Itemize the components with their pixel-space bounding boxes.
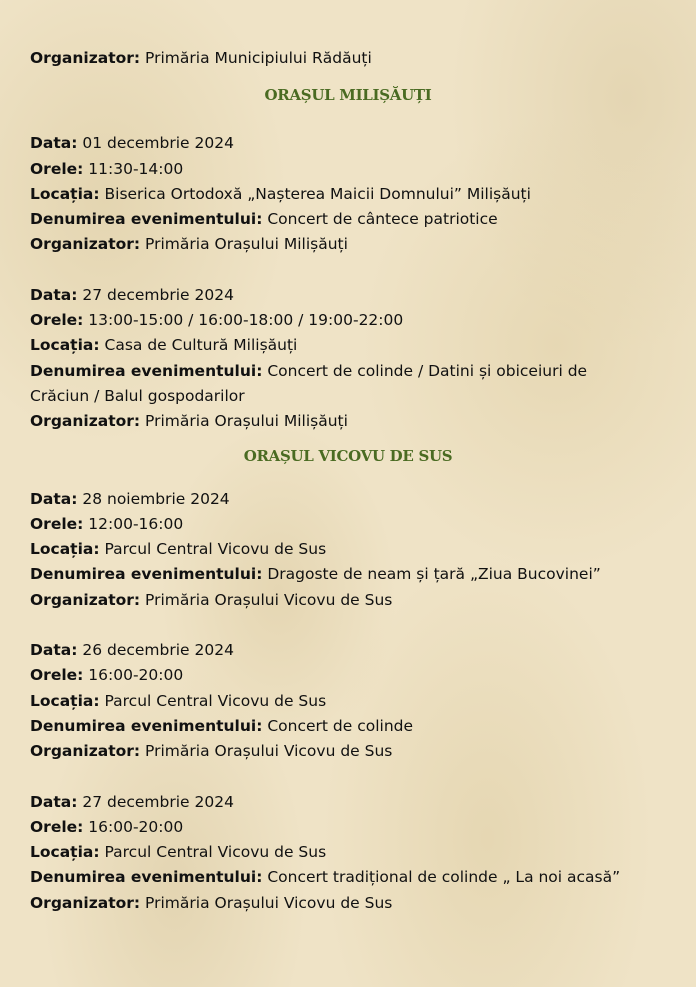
event-name-value: Concert de colinde [267, 716, 414, 735]
date-value: 01 decembrie 2024 [82, 134, 234, 153]
event-name-label: Denumirea evenimentului: [30, 565, 263, 584]
hours-label: Orele: [30, 817, 84, 836]
organizer-line [30, 739, 670, 764]
event-block [30, 487, 670, 613]
section-heading-vicovu-de-sus: ORAȘUL VICOVU DE SUS [243, 446, 453, 465]
organizer-label: Organizator: [30, 590, 141, 609]
organizer-line [30, 891, 670, 916]
date-line [30, 131, 670, 156]
hours-line [30, 308, 670, 333]
location-line [30, 182, 670, 207]
organizer-label: Organizator: [30, 235, 141, 254]
location-label: Locația: [30, 184, 100, 203]
organizer-line [30, 232, 670, 257]
date-value: 28 noiembrie 2024 [82, 489, 230, 508]
hours-label: Orele: [30, 311, 84, 330]
location-line [30, 537, 670, 562]
event-name-line [30, 865, 670, 890]
location-value: Parcul Central Vicovu de Sus [104, 843, 327, 862]
hours-line [30, 815, 670, 840]
date-label: Data: [30, 641, 78, 660]
hours-label: Orele: [30, 159, 84, 178]
location-value: Parcul Central Vicovu de Sus [104, 691, 327, 710]
event-name-line [30, 207, 670, 232]
hours-line [30, 157, 670, 182]
spacer [30, 258, 670, 283]
event-name-label: Denumirea evenimentului: [30, 868, 263, 887]
organizer-value: Primăria Orașului Vicovu de Sus [145, 742, 393, 761]
location-value: Casa de Cultură Milișăuți [104, 336, 298, 355]
organizer-label: Organizator: [30, 49, 141, 67]
organizer-label: Organizator: [30, 893, 141, 912]
date-label: Data: [30, 792, 78, 811]
event-block [30, 131, 670, 257]
hours-value: 11:30-14:00 [88, 159, 184, 178]
organizer-label: Organizator: [30, 412, 141, 431]
hours-line [30, 512, 670, 537]
event-block [30, 790, 670, 916]
organizer-line [30, 409, 670, 434]
organizer-value: Primăria Municipiului Rădăuți [145, 49, 372, 67]
hours-label: Orele: [30, 514, 84, 533]
date-label: Data: [30, 489, 78, 508]
date-value: 27 decembrie 2024 [82, 792, 234, 811]
date-label: Data: [30, 285, 78, 304]
organizer-value: Primăria Orașului Milișăuți [145, 412, 348, 431]
spacer [30, 765, 670, 790]
location-value: Parcul Central Vicovu de Sus [104, 540, 327, 559]
location-label: Locația: [30, 691, 100, 710]
date-line [30, 487, 670, 512]
organizer-value: Primăria Orașului Vicovu de Sus [145, 590, 393, 609]
location-label: Locația: [30, 336, 100, 355]
event-name-line [30, 359, 630, 410]
document-page [30, 46, 670, 916]
location-label: Locația: [30, 540, 100, 559]
event-name-label: Denumirea evenimentului: [30, 210, 263, 229]
organizer-label: Organizator: [30, 742, 141, 761]
organizer-line [30, 588, 670, 613]
hours-value: 13:00-15:00 / 16:00-18:00 / 19:00-22:00 [88, 311, 404, 330]
hours-value: 16:00-20:00 [88, 817, 184, 836]
location-line [30, 689, 670, 714]
date-label: Data: [30, 134, 78, 153]
event-name-value: Concert tradițional de colinde „ La noi acasă” [267, 868, 621, 887]
event-name-value: Dragoste de neam și țară „Ziua Bucovinei” [267, 565, 601, 584]
event-name-line [30, 714, 670, 739]
section-heading-milisauti: ORAȘUL MILIȘĂUȚI [264, 86, 432, 105]
date-value: 27 decembrie 2024 [82, 285, 234, 304]
spacer [30, 613, 670, 638]
date-line [30, 283, 670, 308]
organizer-line [30, 46, 670, 71]
date-value: 26 decembrie 2024 [82, 641, 234, 660]
event-name-line [30, 562, 670, 587]
event-block [30, 283, 670, 435]
event-name-value: Concert de colinde / Datini și obiceiuri de Crăciun / Balul gospodarilor [30, 361, 588, 405]
date-line [30, 638, 670, 663]
event-name-value: Concert de cântece patriotice [267, 210, 498, 229]
location-line [30, 333, 670, 358]
event-name-label: Denumirea evenimentului: [30, 361, 263, 380]
location-label: Locația: [30, 843, 100, 862]
location-line [30, 840, 670, 865]
organizer-value: Primăria Orașului Vicovu de Sus [145, 893, 393, 912]
hours-value: 16:00-20:00 [88, 666, 184, 685]
hours-label: Orele: [30, 666, 84, 685]
event-block [30, 638, 670, 764]
date-line [30, 790, 670, 815]
organizer-value: Primăria Orașului Milișăuți [145, 235, 348, 254]
event-name-label: Denumirea evenimentului: [30, 716, 263, 735]
hours-value: 12:00-16:00 [88, 514, 184, 533]
hours-line [30, 663, 670, 688]
location-value: Biserica Ortodoxă „Nașterea Maicii Domnului” Milișăuți [104, 184, 531, 203]
